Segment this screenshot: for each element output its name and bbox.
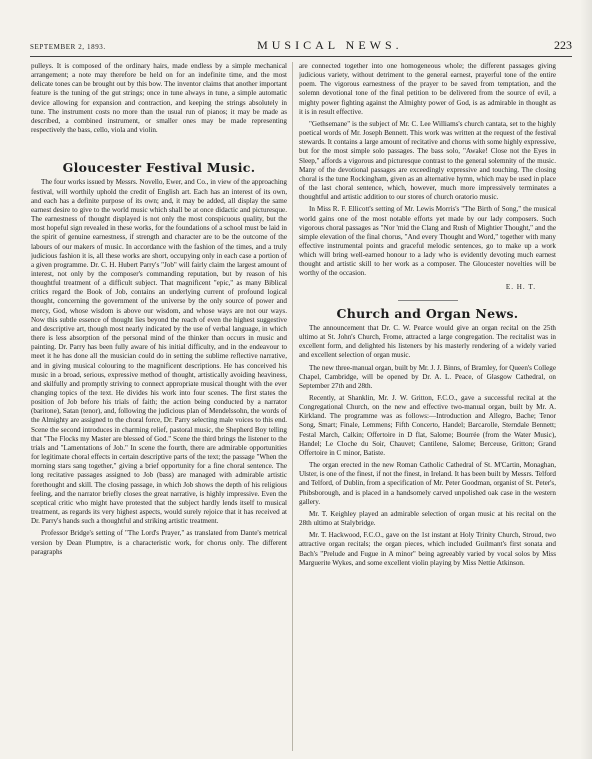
article-paragraph: Professor Bridge's setting of "The Lord's Prayer," as translated from Dante's metrical version by Dean Plumptre, is a characteristic work, for chorus only. The different paragraphs	[31, 529, 287, 556]
author-signature: E. H. T.	[505, 282, 536, 291]
article-paragraph: The announcement that Dr. C. W. Pearce would give an organ recital on the 25th ultimo at St. John's Church, Frome, attracted a large congregation. The recitalist was in excellent form, and delighted his listeners by his masterly rendering of a widely varied and excellent selection of organ music.	[299, 323, 556, 360]
section-rule	[398, 300, 458, 301]
article-paragraph: The organ erected in the new Roman Catholic Cathedral of St. M'Cartin, Monaghan, Ulster, is one of the finest, if not the finest, in Ireland. It has been built by Messrs. Telford and Telford, of Dublin, from a specification of Mr. Peter Goodman, organist of St. Peter's, Phibsborough, and is placed in a handsomely carved unpolished oak case in the western gallery.	[299, 461, 556, 506]
article-paragraph: In Miss R. F. Ellicott's setting of Mr. Lewis Morris's "The Birth of Song," the musical world gains one of the most notable efforts yet made by our lady composers. Such vigorous choral passages as "Nor 'mid the Clang and Rush of Mightier Thought," and the simple elevation of the final chorus, "And every Thought and Word," together with many effective instrumental points and graceful melodic sentences, go to make up a work which will bring well-earned honour to a lady who is evidently devoting much earnest thought and artistic skill to her work as a composer. The Gloucester novelties will be worthy of the occasion.	[299, 205, 556, 278]
article-paragraph: are connected together into one homogeneous whole; the different passages giving judicious variety, without detriment to the general earnest, prayerful tone of the entire poem. The vigorous earnestness of the prayer to be saved from temptation, and the solemn devotional tone of the final petition to be delivered from the source of evil, a mighty power fighting against the Almighty power of God, is as admirable in thought as it is in result effective.	[299, 62, 556, 116]
running-header	[30, 38, 572, 54]
article-paragraph: Recently, at Shanklin, Mr. J. W. Gritton, F.C.O., gave a successful recital at the Congregational Church, on the new and effective two-manual organ, built by Mr. A. Kirkland. The programme was as follows:—Introduction and Allegro, Bache; Tenor Song, Smart; Finale, Lemmens; Fifth Concerto, Handel; Barcarolle, Sterndale Bennett; Festal March, Calkin; Offertoire in D flat, Salome; Bourrée (from the Water Music), Handel; Le Cloche du Soir, Chauvet; Cantilene, Salome; Berceuse, Gritton; Grand Offertoire in C minor, Batiste.	[299, 394, 556, 457]
header-rule	[30, 56, 572, 57]
article-paragraph: Mr. T. Hackwood, F.C.O., gave on the 1st instant at Holy Trinity Church, Stroud, two attractive organ recitals; the organ pieces, which included Guilmant's first sonata and Bach's "Prelude and Fugue in A minor" being agreeably varied by vocal solos by Miss Marguerite Wykes, and some excellent violin playing by Miss Nettie Atkinson.	[299, 531, 556, 567]
page-number: 223	[553, 38, 572, 52]
left-column	[31, 62, 287, 753]
column-divider	[292, 62, 293, 751]
right-column	[299, 62, 556, 753]
faded-heading-bleed	[99, 143, 219, 153]
church-organ-heading: Church and Organ News.	[336, 305, 519, 321]
gloucester-heading: Gloucester Festival Music.	[62, 160, 256, 176]
article-paragraph: The four works issued by Messrs. Novello, Ewer, and Co., in view of the approaching festival, will worthily uphold the credit of English art. Each has an interest of its own, and each has a definite purpose of its own; and, it may be added, all display the same earnest desire to give to the world music which shall be at once didactic and picturesque. The earnestness of thought displayed is not only the most conspicuous quality, but the most hopeful sign revealed in these works, for the foundations of a school must be laid in the spirit of genuine earnestness, if strength and character are to be the outcome of the labours of our makers of music. In accordance with the fashion of the times, and a truly judicious fashion it is, all these works are short, occupying only in each case a portion of a given programme. Dr. C. H. Hubert Parry's "Job" will fairly claim the largest amount of interest, not only by the composer's commanding reputation, but by reason of his thoughtful treatment of a difficult subject. That magnificent "epic," as many Biblical critics regard the Book of Job, contains an underlying current of profound logical thought, concerning the government of the universe by the only source of power and mercy, God, whose wisdom is above our wisdom, and whose ways are not our ways. Now this subtle essence of thought lies beyond the reach of even the highest suggestive and descriptive art, though most nearly indicated by the use of verbal language, in which there is less absorption of the personal mind of the thinker than occurs in music and painting. Dr. Parry has been fully aware of his initial difficulty, and in the endeavour to meet it he has done all the musician could do in setting the sublime reflective narrative, and in giving musical colouring to the magnificent descriptions. He has conceived his music in a broad, serious, expressive method of thought, artistically avoiding heaviness, and skilfully and promptly striving to connect appropriate musical thought with the ever changing topics of the text. He divides his work into four scenes. The first states the position of Job before his trials of faith; the action being conducted by a narrator (baritone), Satan (tenor), and, following the judicious plan of Mendelssohn, the words of the Almighty are assigned to the choral force, Dr. Parry selecting male voices to this end. Scene the second introduces in charming relief, pastoral music, the Shepherd Boy telling that "The Flocks my Master are blessed of God." Scene the third brings the listener to the trials and "Lamentations of Job." In scene the fourth, there are admirable opportunities for legitimate choral effects in certain descriptive parts of the text; the passage "When the morning stars sang together," giving a brief opportunity for a fine choral sentence. The long recitative passages assigned to Job (bass) are managed with admirable artistic forethought and skill. The closing passage, in which Job shows the depth of his religious feeling, and the narrator briefly closes the great narrative, is highly impressive. Even the sceptical critic who might have protested that the subject hardly lends itself to musical treatment, as regards its very highest aspects, would surely rejoice that it has received at Dr. Parry's hands such a thoughtful and striking artistic treatment.	[31, 178, 287, 526]
article-paragraph: Mr. T. Keighley played an admirable selection of organ music at his recital on the 28th ultimo at Stalybridge.	[299, 509, 556, 528]
page-edge-shade	[580, 0, 592, 759]
continued-paragraph: pulleys. It is composed of the ordinary hairs, made endless by a simple mechanical arrangement; a note may therefore be held on for an indefinite time, and the most delicate tones can be brought out by this bow. The inventor claims that another important feature is the tuning of the gut strings; once in tune always in tune, a simple automatic device allowing for expansion and contraction, and keeping the strings absolutely in tune. The instrument costs no more than the usual run of pianos; it may be made as described, a combined instrument, or smaller ones may be made representing respectively the bass, cello, viola and violin.	[31, 62, 287, 135]
article-paragraph: "Gethsemane" is the subject of Mr. C. Lee Williams's church cantata, set to the highly poetical words of Mr. Joseph Bennett. This work was written at the request of the festival stewards. It contains a large amount of recitative and chorus with some highly expressive, but for the most simple solo passages. The bass solo, "Awake! Close not the Eyes in Sleep," affords a vigorous and picturesque contrast to the general solemnity of the music. Many of the devotional passages are exceedingly expressive and touching. The closing choral is the tune Rockingham, given as an alternative hymn, which may be used in place of the last choral sentence, which, however, much more impressively terminates a thoughtful and artistic addition to our stores of church oratorio music.	[299, 119, 556, 202]
publication-title: MUSICAL NEWS.	[257, 38, 403, 52]
article-paragraph: The new three-manual organ, built by Mr. J. J. Binns, of Bramley, for Queen's College Chapel, Cambridge, will be opened by Dr. A. L. Peace, of Glasgow Cathedral, on September 27th and 28th.	[299, 363, 556, 390]
issue-date: SEPTEMBER 2, 1893.	[30, 43, 106, 51]
